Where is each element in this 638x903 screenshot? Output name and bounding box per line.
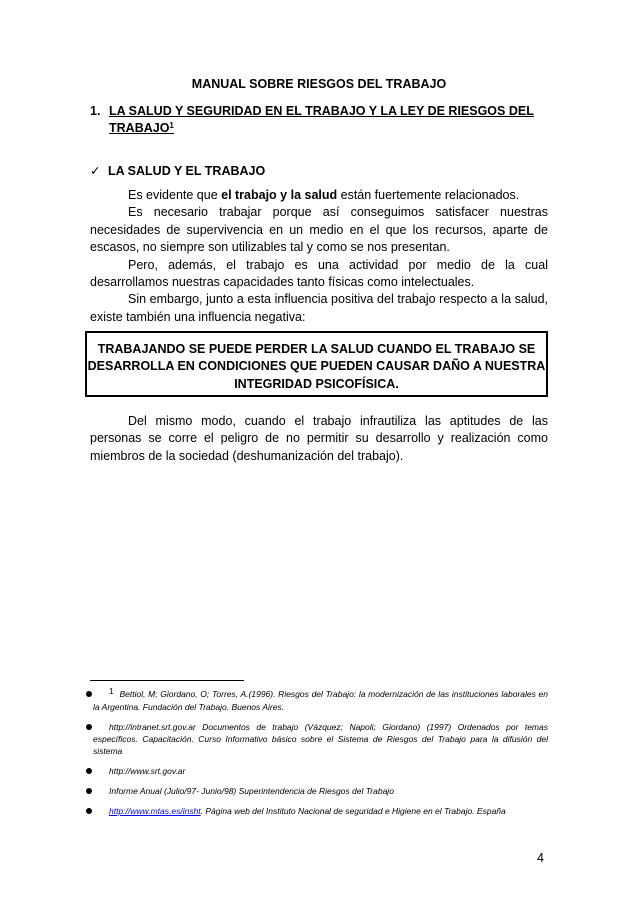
callout-box: TRABAJANDO SE PUEDE PERDER LA SALUD CUANDO EL TRABAJO SE DESARROLLA EN CONDICIONES QUE PUEDEN CAUSAR DAÑO A NUESTRA INTEGRIDAD PSICOFÍSICA. [85, 331, 548, 397]
footnotes [90, 688, 548, 825]
paragraph-1-start: Es evidente que [128, 188, 222, 202]
paragraph-3: Pero, además, el trabajo es una actividad por medio de la cual desarrollamos nuestras capacidades tanto físicas como intelectuales. [90, 257, 548, 290]
document-title: MANUAL SOBRE RIESGOS DEL TRABAJO [191, 77, 447, 91]
bullet-icon [86, 808, 92, 814]
bullet-icon [86, 724, 92, 730]
footnote-item [90, 785, 548, 797]
section-number: 1. [90, 104, 101, 118]
footnote-reference[interactable]: 1 [169, 121, 174, 130]
footnote-item [90, 721, 548, 757]
body-paragraph-after [90, 413, 548, 465]
footnote-link[interactable]: http://www.mtas.es/insht [109, 806, 201, 816]
paragraph-1-end: están fuertemente relacionados. [337, 188, 520, 202]
bullet-icon [86, 691, 92, 697]
footnote-number: 1 [109, 687, 114, 696]
section-heading [90, 103, 548, 137]
footnote-item [90, 765, 548, 777]
footnote-separator [90, 680, 244, 681]
bullet-icon [86, 768, 92, 774]
paragraph-1-emphasis: el trabajo y la salud [221, 188, 338, 202]
footnote-text: http://www.srt.gov.ar [109, 766, 186, 776]
footnote-text: Bettiol, M; Giordano, O; Torres, A.(1996). Riesgos del Trabajo: la modernización de las instituciones laborales en la Argentina. Fundación del Trabajo. Buenos Aires. [93, 689, 548, 712]
footnote-text: . Página web del Instituto Nacional de seguridad e Higiene en el Trabajo. España [200, 806, 506, 816]
footnote-text: Informe Anual (Julio/97- Junio/98) Superintendencia de Riesgos del Trabajo [109, 786, 394, 796]
footnote-item [90, 688, 548, 713]
section-heading-label: LA SALUD Y SEGURIDAD EN EL TRABAJO Y LA LEY DE RIESGOS DEL TRABAJO [109, 104, 534, 135]
paragraph-5: Del mismo modo, cuando el trabajo infrautiliza las aptitudes de las personas se corre el peligro de no permitir su desarrollo y realización como miembros de la sociedad (deshumanización del trabajo). [90, 414, 548, 463]
footnote-text: http://intranet.srt.gov.ar Documentos de trabajo (Vázquez; Napoli; Giordano) (1997) Ordenados por temas específicos. Capacitación. Curso Informativo básico sobre el Sistema de Riesgos del Trabajo para la difusión del sistema [93, 722, 548, 756]
section-heading-text [109, 103, 548, 137]
body-paragraphs [90, 187, 548, 326]
paragraph-2: Es necesario trabajar porque así conseguimos satisfacer nuestras necesidades de supervivencia en un medio en el que los recursos, aparte de escasos, no siempre son utilizables tal y como se nos presentan. [90, 205, 548, 255]
subheading-text: LA SALUD Y EL TRABAJO [108, 164, 266, 178]
checkmark-icon: ✓ [90, 164, 101, 178]
page-number: 4 [537, 851, 544, 865]
subheading [90, 163, 265, 178]
paragraph-4: Sin embargo, junto a esta influencia positiva del trabajo respecto a la salud, existe también una influencia negativa: [90, 292, 548, 324]
bullet-icon [86, 788, 92, 794]
footnote-item [90, 805, 548, 817]
paragraph-1 [90, 187, 548, 204]
